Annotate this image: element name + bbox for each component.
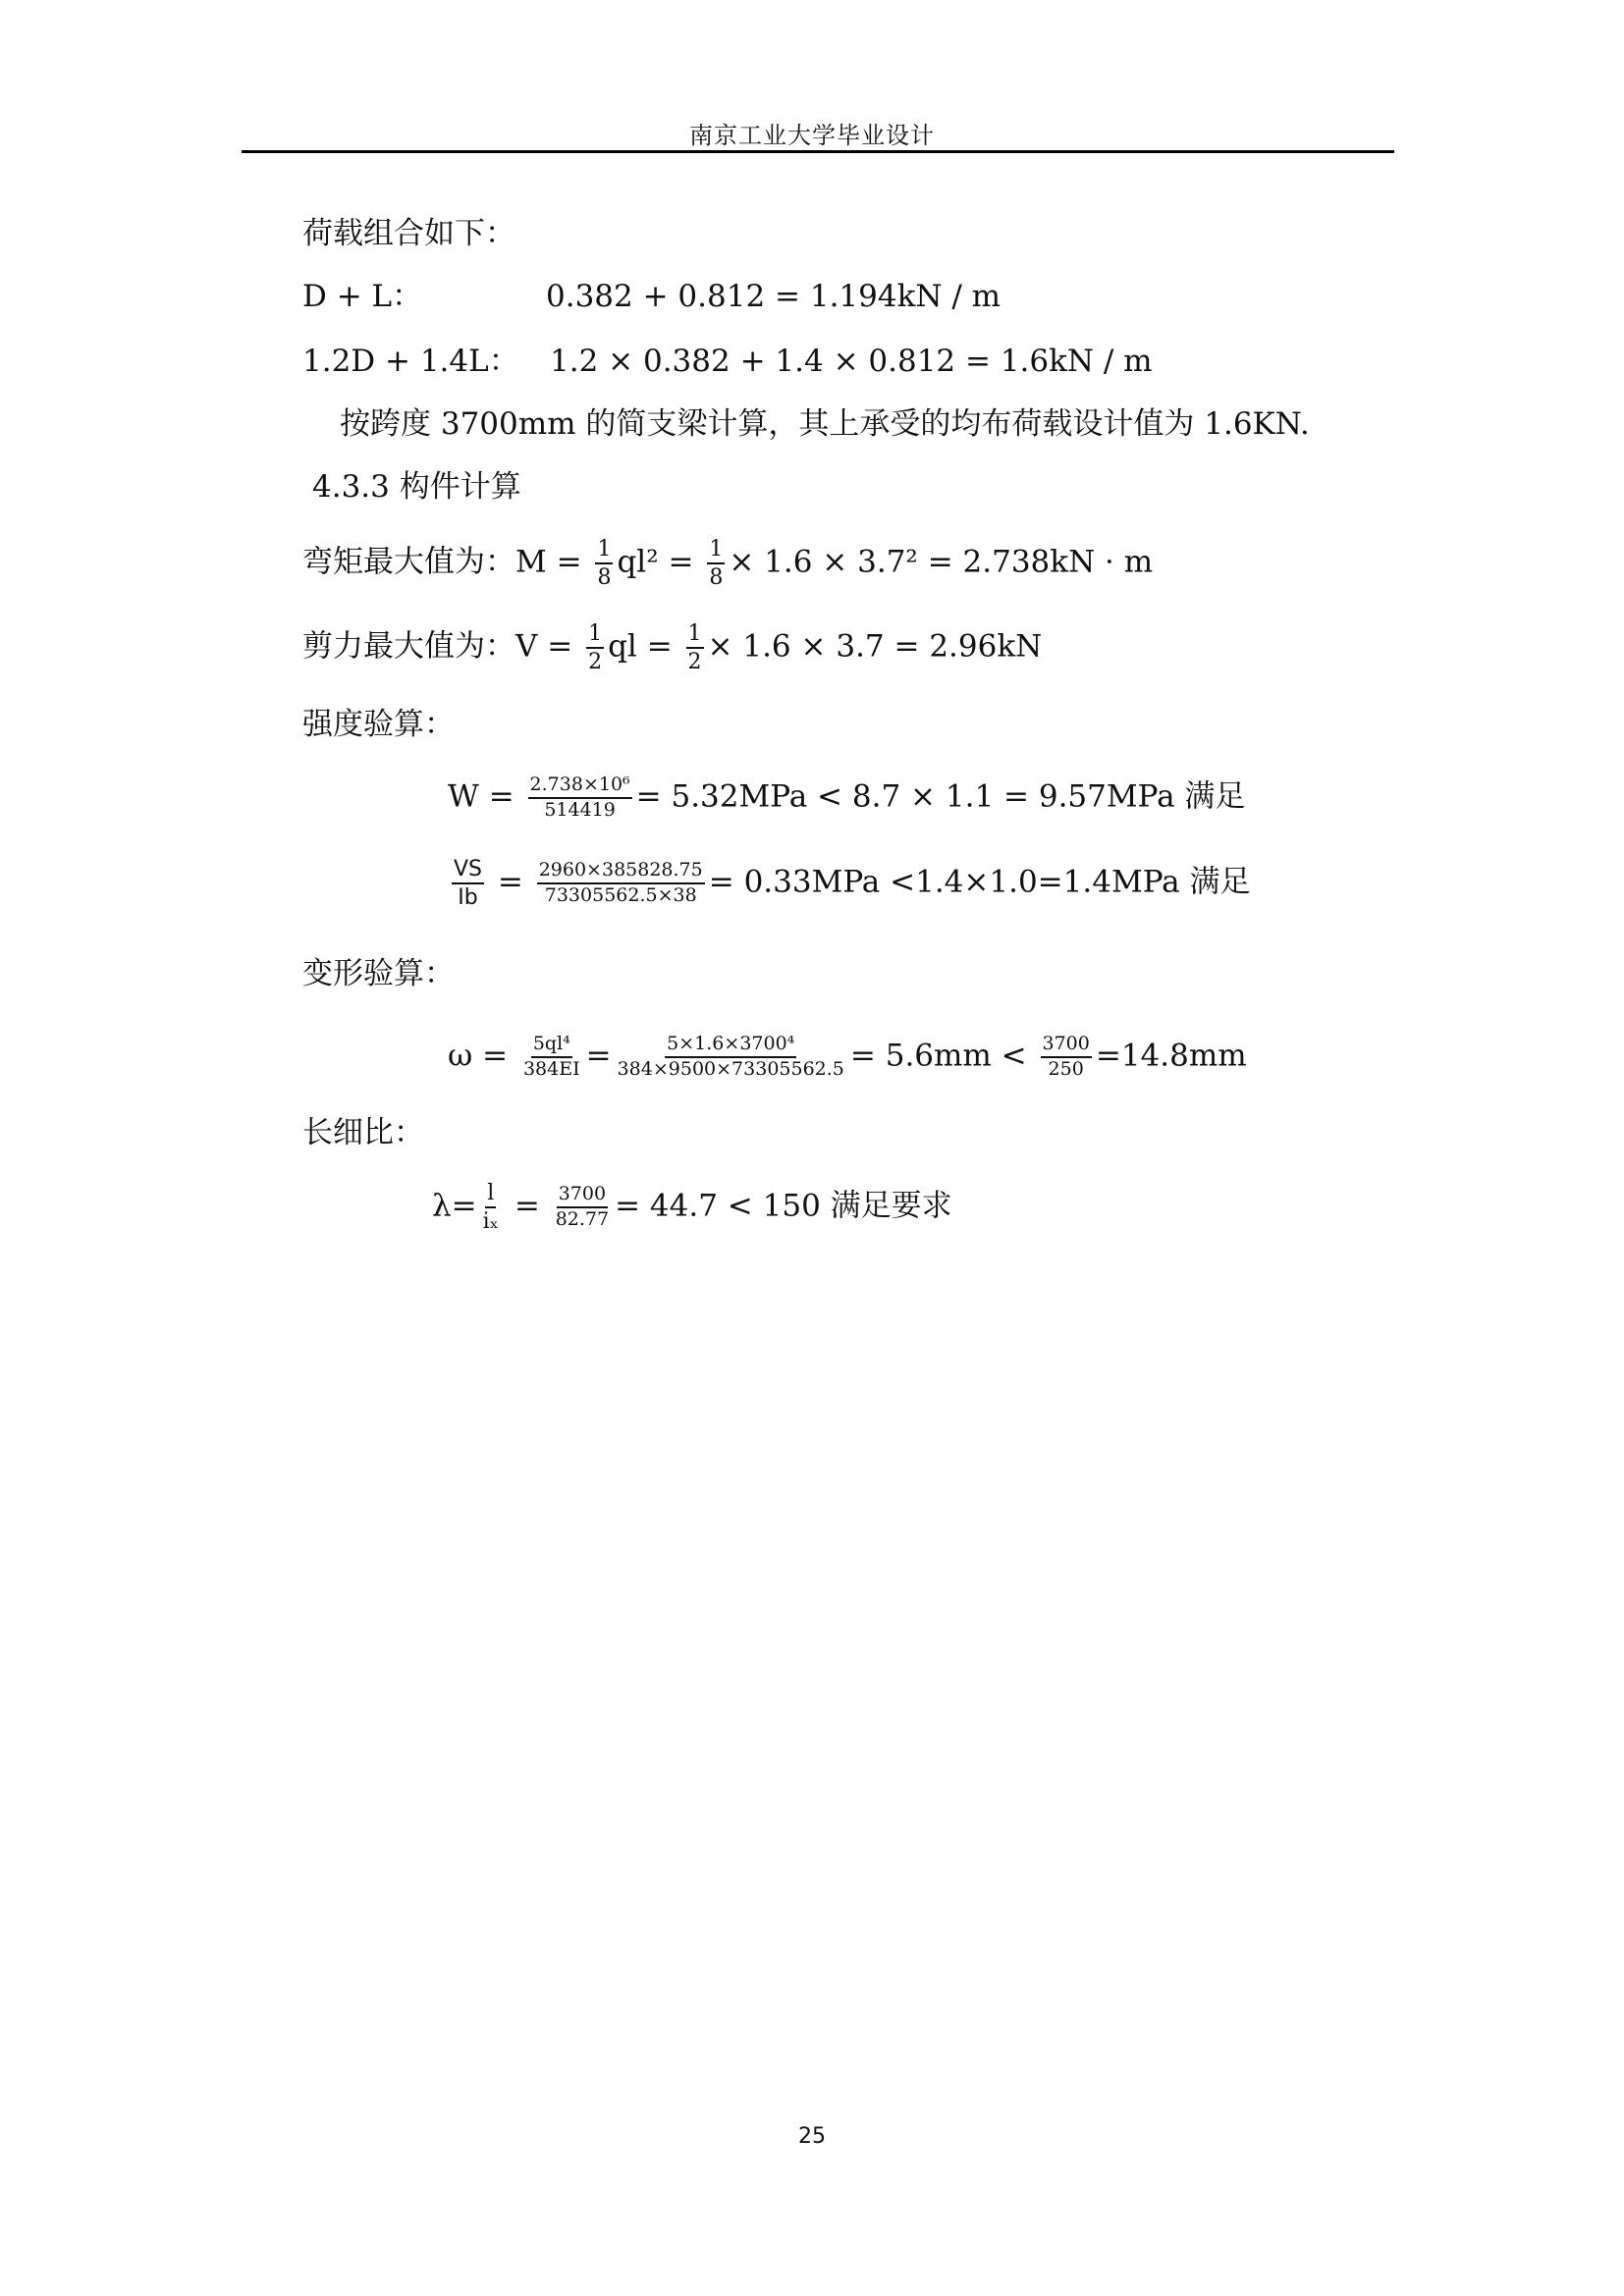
deform-tail: =14.8mm xyxy=(1095,1038,1247,1074)
slender-fraction-2 xyxy=(554,1185,611,1230)
deform-f2-den: 384×9500×73305562.5 xyxy=(617,1057,844,1080)
moment-f2-num: 1 xyxy=(707,538,725,564)
combo1-label: D + L： xyxy=(302,279,423,314)
moment-label: 弯矩最大值为：M = xyxy=(302,544,592,580)
page-header-title: 南京工业大学毕业设计 xyxy=(689,122,935,149)
strength-shear-num: 2960×385828.75 xyxy=(537,861,705,884)
deform-f1-num: 5ql⁴ xyxy=(531,1035,572,1058)
shear-fraction-1 xyxy=(586,622,604,673)
shear-label: 剪力最大值为：V = xyxy=(302,628,583,665)
combo2-label: 1.2D + 1.4L： xyxy=(302,344,519,379)
deform-lhs: ω = xyxy=(448,1038,517,1074)
deform-eq: = xyxy=(585,1038,612,1074)
deform-f1-den: 384EI xyxy=(522,1057,580,1080)
slender-f2-num: 3700 xyxy=(557,1185,608,1208)
shear-f1-num: 1 xyxy=(586,622,604,649)
slender-lhs: λ= xyxy=(432,1188,477,1224)
deform-f3-den: 250 xyxy=(1048,1057,1084,1080)
strength-shear-den: 73305562.5×38 xyxy=(544,884,697,907)
moment-f1-den: 8 xyxy=(597,565,612,591)
shear-f1-den: 2 xyxy=(588,650,603,675)
deform-f2-num: 5×1.6×3700⁴ xyxy=(665,1035,796,1058)
moment-mid: ql² = xyxy=(617,544,704,580)
deformation-heading: 变形验算： xyxy=(302,956,455,991)
strength-w-equation xyxy=(448,775,1245,821)
span-paragraph: 按跨度 3700mm 的简支梁计算，其上承受的均布荷载设计值为 1.6KN. xyxy=(340,406,1310,442)
combo1-expression: 0.382 + 0.812 = 1.194kN / m xyxy=(546,279,1001,314)
shear-f2-den: 2 xyxy=(687,650,702,675)
shear-fraction-2 xyxy=(686,622,704,673)
moment-f1-num: 1 xyxy=(595,538,613,564)
deform-fraction-3 xyxy=(1041,1035,1092,1080)
strength-shear-equation xyxy=(448,858,1251,909)
moment-fraction-1 xyxy=(595,538,613,589)
strength-w-fraction xyxy=(528,775,632,821)
deform-fraction-2 xyxy=(616,1035,846,1080)
strength-shear-eq: = xyxy=(488,864,533,900)
strength-heading: 强度验算： xyxy=(302,707,455,742)
moment-tail: × 1.6 × 3.7² = 2.738kN · m xyxy=(729,544,1154,580)
deformation-equation xyxy=(448,1035,1247,1080)
moment-f2-den: 8 xyxy=(709,565,724,591)
strength-w-rhs: = 5.32MPa < 8.7 × 1.1 = 9.57MPa 满足 xyxy=(635,778,1246,815)
strength-w-num: 2.738×10⁶ xyxy=(528,775,632,799)
slender-f1-den: iₓ xyxy=(482,1209,499,1235)
load-combination-intro: 荷载组合如下： xyxy=(302,216,515,251)
slender-eq: = xyxy=(505,1188,550,1224)
deform-f3-num: 3700 xyxy=(1041,1035,1092,1058)
strength-shear-fraction xyxy=(537,861,705,906)
deform-mid: = 5.6mm < xyxy=(849,1038,1037,1074)
moment-fraction-2 xyxy=(707,538,725,589)
shear-f2-num: 1 xyxy=(686,622,704,649)
slender-f2-den: 82.77 xyxy=(555,1208,610,1231)
shear-equation xyxy=(302,622,1042,673)
slender-tail: = 44.7 < 150 满足要求 xyxy=(615,1188,952,1224)
header-rule xyxy=(242,150,1394,153)
slenderness-equation xyxy=(432,1182,952,1233)
strength-w-den: 514419 xyxy=(544,798,616,821)
slender-fraction-1 xyxy=(481,1182,501,1233)
strength-shear-lhs-num: VS xyxy=(452,858,484,884)
slender-f1-num: l xyxy=(485,1182,496,1208)
shear-tail: × 1.6 × 3.7 = 2.96kN xyxy=(707,628,1043,665)
strength-shear-lhs-den: Ib xyxy=(458,885,478,911)
moment-equation xyxy=(302,538,1153,589)
strength-w-lhs: W = xyxy=(448,778,524,815)
strength-shear-rhs: = 0.33MPa <1.4×1.0=1.4MPa 满足 xyxy=(708,864,1251,900)
slenderness-heading: 长细比： xyxy=(302,1115,424,1150)
shear-mid: ql = xyxy=(608,628,682,665)
section-heading: 4.3.3 构件计算 xyxy=(312,469,521,505)
strength-shear-lhs-fraction xyxy=(452,858,484,909)
deform-fraction-1 xyxy=(521,1035,582,1080)
combo2-expression: 1.2 × 0.382 + 1.4 × 0.812 = 1.6kN / m xyxy=(550,344,1153,379)
page-number: 25 xyxy=(798,2124,826,2149)
